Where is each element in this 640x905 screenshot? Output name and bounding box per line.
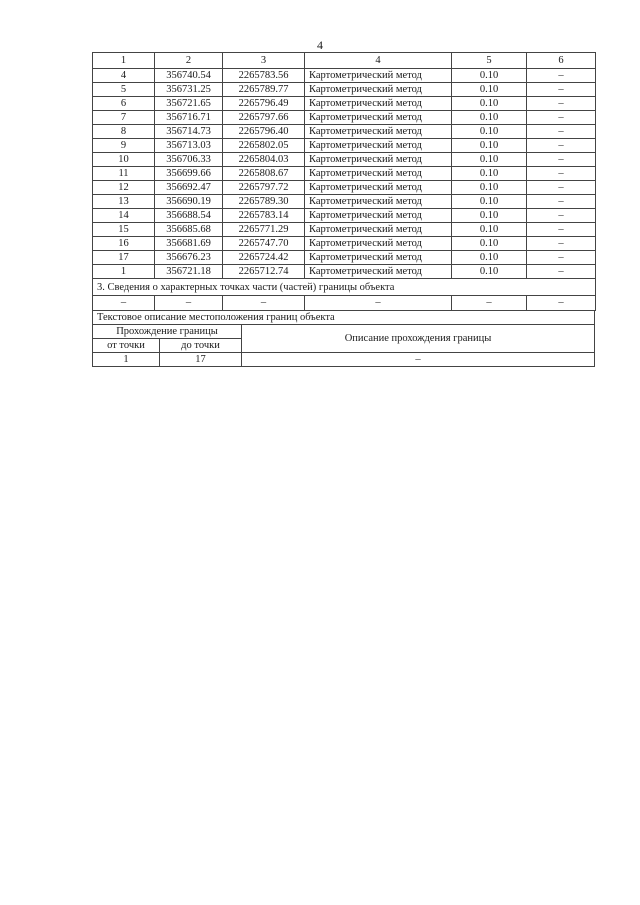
table-row: [93, 69, 596, 83]
table-row: [93, 181, 596, 195]
table-cell: 2265808.67: [223, 167, 305, 181]
table-cell: Картометрический метод: [305, 167, 452, 181]
table-cell: Картометрический метод: [305, 237, 452, 251]
description-header-row: [93, 325, 595, 339]
table-cell: –: [223, 296, 305, 311]
header-row: [93, 53, 596, 69]
table-cell: 15: [93, 223, 155, 237]
table-cell: –: [527, 97, 596, 111]
blank-row: [93, 296, 596, 311]
table-cell: Картометрический метод: [305, 195, 452, 209]
column-header: 5: [452, 53, 527, 69]
table-cell: 0.10: [452, 237, 527, 251]
table-cell: 356688.54: [155, 209, 223, 223]
to-point-header: до точки: [160, 339, 242, 353]
table-cell: Картометрический метод: [305, 181, 452, 195]
description-title-row: [93, 311, 595, 325]
table-cell: –: [155, 296, 223, 311]
table-cell: 356714.73: [155, 125, 223, 139]
table-row: [93, 237, 596, 251]
table-cell: –: [527, 125, 596, 139]
table-cell: 2265724.42: [223, 251, 305, 265]
table-cell: 0.10: [452, 83, 527, 97]
table-cell: 5: [93, 83, 155, 97]
table-cell: –: [527, 237, 596, 251]
section-title-row: [93, 279, 596, 296]
table-cell: –: [527, 153, 596, 167]
table-cell: 13: [93, 195, 155, 209]
table-cell: 356692.47: [155, 181, 223, 195]
table-cell: –: [527, 83, 596, 97]
coordinates-table: [92, 52, 596, 311]
table-cell: 356713.03: [155, 139, 223, 153]
table-cell: 356690.19: [155, 195, 223, 209]
table-cell: 356740.54: [155, 69, 223, 83]
table-cell: 7: [93, 111, 155, 125]
table-cell: –: [527, 251, 596, 265]
column-header: 2: [155, 53, 223, 69]
description-row: [93, 353, 595, 367]
table-cell: 0.10: [452, 223, 527, 237]
table-cell: 356676.23: [155, 251, 223, 265]
table-cell: 2265789.77: [223, 83, 305, 97]
table-cell: Картометрический метод: [305, 265, 452, 279]
table-cell: Картометрический метод: [305, 125, 452, 139]
table-cell: 0.10: [452, 153, 527, 167]
table-cell: 0.10: [452, 167, 527, 181]
table-cell: 0.10: [452, 181, 527, 195]
table-cell: –: [527, 139, 596, 153]
table-cell: 356731.25: [155, 83, 223, 97]
table-cell: 356721.18: [155, 265, 223, 279]
table-cell: 2265802.05: [223, 139, 305, 153]
table-cell: 0.10: [452, 97, 527, 111]
column-header: 4: [305, 53, 452, 69]
table-cell: 356681.69: [155, 237, 223, 251]
table-cell: 356716.71: [155, 111, 223, 125]
from-point-header: от точки: [93, 339, 160, 353]
from-point-value: 1: [93, 353, 160, 367]
table-cell: Картометрический метод: [305, 83, 452, 97]
table-cell: 2265747.70: [223, 237, 305, 251]
table-cell: 0.10: [452, 265, 527, 279]
table-cell: –: [527, 296, 596, 311]
to-point-value: 17: [160, 353, 242, 367]
table-cell: –: [527, 209, 596, 223]
table-row: [93, 153, 596, 167]
table-cell: –: [527, 265, 596, 279]
table-cell: 2265783.14: [223, 209, 305, 223]
table-cell: 2265797.72: [223, 181, 305, 195]
table-cell: 0.10: [452, 195, 527, 209]
table-cell: Картометрический метод: [305, 251, 452, 265]
table-cell: 11: [93, 167, 155, 181]
table-row: [93, 209, 596, 223]
table-cell: 356721.65: [155, 97, 223, 111]
table-cell: 14: [93, 209, 155, 223]
table-cell: –: [527, 195, 596, 209]
table-cell: 10: [93, 153, 155, 167]
table-cell: 16: [93, 237, 155, 251]
table-cell: 8: [93, 125, 155, 139]
table-cell: 356706.33: [155, 153, 223, 167]
passage-header: Прохождение границы: [93, 325, 242, 339]
description-header: Описание прохождения границы: [242, 325, 595, 353]
table-cell: 12: [93, 181, 155, 195]
description-title: Текстовое описание местоположения границ объекта: [93, 311, 595, 325]
table-row: [93, 251, 596, 265]
table-cell: –: [527, 69, 596, 83]
table-cell: –: [527, 181, 596, 195]
table-row: [93, 125, 596, 139]
table-cell: 1: [93, 265, 155, 279]
table-cell: 356699.66: [155, 167, 223, 181]
table-cell: –: [527, 223, 596, 237]
description-value: –: [242, 353, 595, 367]
column-header: 1: [93, 53, 155, 69]
table-cell: Картометрический метод: [305, 69, 452, 83]
table-cell: –: [305, 296, 452, 311]
table-row: [93, 195, 596, 209]
table-cell: Картометрический метод: [305, 223, 452, 237]
boundary-description-table: [92, 310, 595, 367]
table-cell: 2265712.74: [223, 265, 305, 279]
table-row: [93, 111, 596, 125]
table-row: [93, 97, 596, 111]
table-row: [93, 83, 596, 97]
page-number: 4: [317, 38, 323, 52]
section-title: 3. Сведения о характерных точках части (частей) границы объекта: [93, 279, 596, 296]
table-cell: –: [93, 296, 155, 311]
column-header: 6: [527, 53, 596, 69]
table-cell: 0.10: [452, 111, 527, 125]
table-row: [93, 167, 596, 181]
table-cell: 2265771.29: [223, 223, 305, 237]
table-cell: 2265804.03: [223, 153, 305, 167]
table-cell: 0.10: [452, 209, 527, 223]
table-cell: 0.10: [452, 139, 527, 153]
table-cell: 9: [93, 139, 155, 153]
table-cell: 6: [93, 97, 155, 111]
table-cell: 17: [93, 251, 155, 265]
table-cell: Картометрический метод: [305, 209, 452, 223]
table-cell: 2265797.66: [223, 111, 305, 125]
table-cell: 2265789.30: [223, 195, 305, 209]
table-cell: –: [527, 111, 596, 125]
table-cell: 2265783.56: [223, 69, 305, 83]
table-cell: 0.10: [452, 125, 527, 139]
column-header: 3: [223, 53, 305, 69]
table-cell: 2265796.40: [223, 125, 305, 139]
table-cell: 0.10: [452, 251, 527, 265]
table-cell: –: [527, 167, 596, 181]
table-row: [93, 265, 596, 279]
table-cell: 0.10: [452, 69, 527, 83]
table-cell: Картометрический метод: [305, 153, 452, 167]
table-cell: 356685.68: [155, 223, 223, 237]
table-cell: Картометрический метод: [305, 97, 452, 111]
table-cell: 2265796.49: [223, 97, 305, 111]
table-cell: Картометрический метод: [305, 139, 452, 153]
table-row: [93, 139, 596, 153]
table-cell: –: [452, 296, 527, 311]
table-row: [93, 223, 596, 237]
table-cell: 4: [93, 69, 155, 83]
table-cell: Картометрический метод: [305, 111, 452, 125]
